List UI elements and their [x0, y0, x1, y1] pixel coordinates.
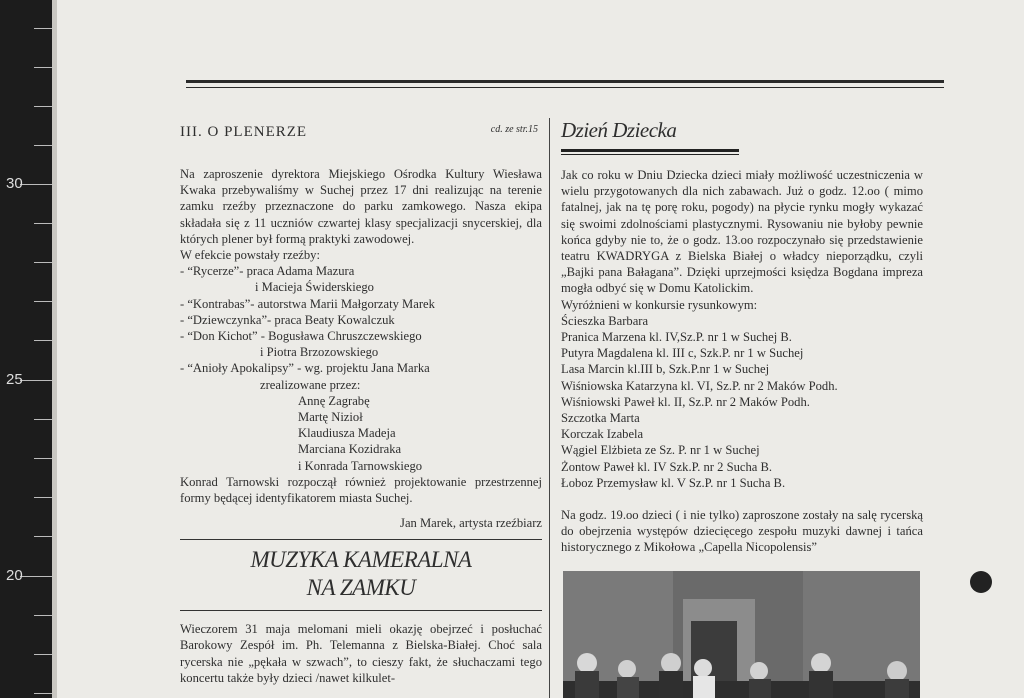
list-line: - “Don Kichot” - Bogusława Chruszczewskiego	[180, 329, 422, 344]
list-line: W efekcie powstały rzeźby:	[180, 248, 320, 263]
list-item: Szczotka Marta	[561, 411, 640, 426]
ruler-tick	[34, 340, 52, 341]
ruler-tick	[34, 301, 52, 302]
ruler-tick	[20, 380, 52, 381]
plener-closing: Konrad Tarnowski rozpoczął również projektowanie przestrzennej formy będącej identyfikatorem miasta Suchej.	[180, 474, 542, 506]
ruler-tick	[34, 106, 52, 107]
right-column	[561, 118, 923, 556]
ruler-tick	[34, 262, 52, 263]
list-line: Klaudiusza Madeja	[298, 426, 396, 441]
page-edge	[52, 0, 57, 698]
title-rule	[561, 149, 739, 152]
ruler-tick	[34, 497, 52, 498]
author-signature: Jan Marek, artysta rzeźbiarz	[400, 516, 542, 531]
list-line: - “Rycerze”- praca Adama Mazura	[180, 264, 355, 279]
list-item: Ścieszka Barbara	[561, 313, 649, 328]
list-line: zrealizowane przez:	[260, 377, 361, 392]
ruler-label-30: 30	[6, 175, 23, 192]
evening-paragraph: Na godz. 19.oo dzieci ( i nie tylko) zaproszone zostały na salę rycerską do obejrzenia występów dziecięcego zespołu muzyki dawnej i tańca historycznego z Mikołowa „Capella Nicopolensis”	[561, 508, 923, 555]
ruler-tick	[20, 184, 52, 185]
list-line: i Macieja Świderskiego	[255, 280, 374, 295]
list-line: i Konrada Tarnowskiego	[298, 458, 423, 473]
header-rule	[186, 80, 944, 83]
concert-photo-image	[563, 571, 920, 698]
list-item: Korczak Izabela	[561, 427, 644, 442]
plener-section-title: III. O PLENERZE	[180, 124, 308, 140]
ruler-tick	[34, 458, 52, 459]
ruler-tick	[34, 145, 52, 146]
music-title-line-1: MUZYKA KAMERALNA	[250, 547, 472, 573]
ruler-tick	[34, 693, 52, 694]
ruler-tick	[34, 615, 52, 616]
list-line: - “Anioły Apokalipsy” - wg. projektu Jana Marka	[180, 361, 430, 376]
list-line: i Piotra Brzozowskiego	[260, 345, 379, 360]
list-item: Putyra Magdalena kl. III c, Szk.P. nr 1 w Suchej	[561, 346, 804, 361]
ruler-tick	[34, 654, 52, 655]
list-line: Martę Nizioł	[298, 410, 363, 425]
ruler-tick	[34, 223, 52, 224]
column-divider	[549, 118, 550, 698]
section-rule	[180, 610, 542, 611]
winners-heading: Wyróżnieni w konkursie rysunkowym:	[561, 297, 758, 312]
punch-hole	[970, 571, 992, 593]
section-rule	[180, 539, 542, 540]
dzien-dziecka-title: Dzień Dziecka	[561, 118, 677, 142]
dzien-dziecka-intro: Jak co roku w Dniu Dziecka dzieci miały możliwość uczestniczenia w wielu przygotowanych dla nich zabawach. Już o godz. 12.oo ( mimo fatalnej, jak na tę porę roku, pogody) na płycie rynku mogły wykazać się swoimi zdolnościami plastycznymi. Rysowaniu nie byłoby pewnie końca gdyby nie to, że o godz. 13.oo rozpoczynało się przedstawienie teatru KWADRYGA z Bielska Białej o władcy nieporządku, czyli „Bajki pana Bałagana”. Dzięki uprzejmości księdza Bogdana impreza mogła odbyć się w Domu Katolickim.	[561, 168, 923, 296]
left-column	[180, 118, 542, 686]
ruler-tick	[34, 28, 52, 29]
list-item: Wągiel Elżbieta ze Sz. P. nr 1 w Suchej	[561, 443, 760, 458]
ruler-label-20: 20	[6, 567, 23, 584]
list-line: Annę Zagrabę	[298, 393, 370, 408]
continued-note: cd. ze str.15	[490, 124, 538, 135]
plener-intro: Na zaproszenie dyrektora Miejskiego Ośrodka Kultury Wiesława Kwaka przebywaliśmy w Suchej przez 17 dni realizując na terenie zamku rzeźby przeznaczone do parku zamkowego. Nasza ekipa składała się z 11 uczniów czwartej klasy specjalizacji snycerskiej, dla których plener był formą praktyki zawodowej.	[180, 167, 542, 246]
list-line: - “Dziewczynka”- praca Beaty Kowalczuk	[180, 312, 395, 327]
ruler-tick	[34, 536, 52, 537]
ruler-tick	[34, 419, 52, 420]
concert-photo	[563, 571, 920, 698]
winners-list	[561, 297, 923, 491]
music-title-line-2: NA ZAMKU	[306, 575, 416, 601]
list-item: Pranica Marzena kl. IV,Sz.P. nr 1 w Suchej B.	[561, 330, 792, 345]
list-item: Łoboz Przemysław kl. V Sz.P. nr 1 Sucha B.	[561, 475, 786, 490]
list-item: Żontow Paweł kl. IV Szk.P. nr 2 Sucha B.	[561, 459, 773, 474]
sculpture-list	[180, 247, 542, 474]
list-line: - “Kontrabas”- autorstwa Marii Małgorzaty Marek	[180, 296, 435, 311]
list-item: Wiśniowski Paweł kl. II, Sz.P. nr 2 Maków Podh.	[561, 394, 810, 409]
scale-ruler	[0, 0, 52, 698]
ruler-tick	[20, 576, 52, 577]
list-line: Marciana Kozidraka	[298, 442, 402, 457]
music-article-text: Wieczorem 31 maja melomani mieli okazję obejrzeć i posłuchać Barokowy Zespół im. Ph. Telemanna z Bielska-Białej. Choć sala rycerska nie „pękała w szwach”, to cieszy fakt, że słuchaczami tego koncertu także były dzieci /nawet kilkulet-	[180, 622, 542, 685]
ruler-tick	[34, 67, 52, 68]
list-item: Wiśniowska Katarzyna kl. VI, Sz.P. nr 2 Maków Podh.	[561, 378, 838, 393]
title-rule-thin	[561, 154, 739, 155]
ruler-label-25: 25	[6, 371, 23, 388]
header-rule-thin	[186, 87, 944, 88]
list-item: Lasa Marcin kl.III b, Szk.P.nr 1 w Suchej	[561, 362, 770, 377]
